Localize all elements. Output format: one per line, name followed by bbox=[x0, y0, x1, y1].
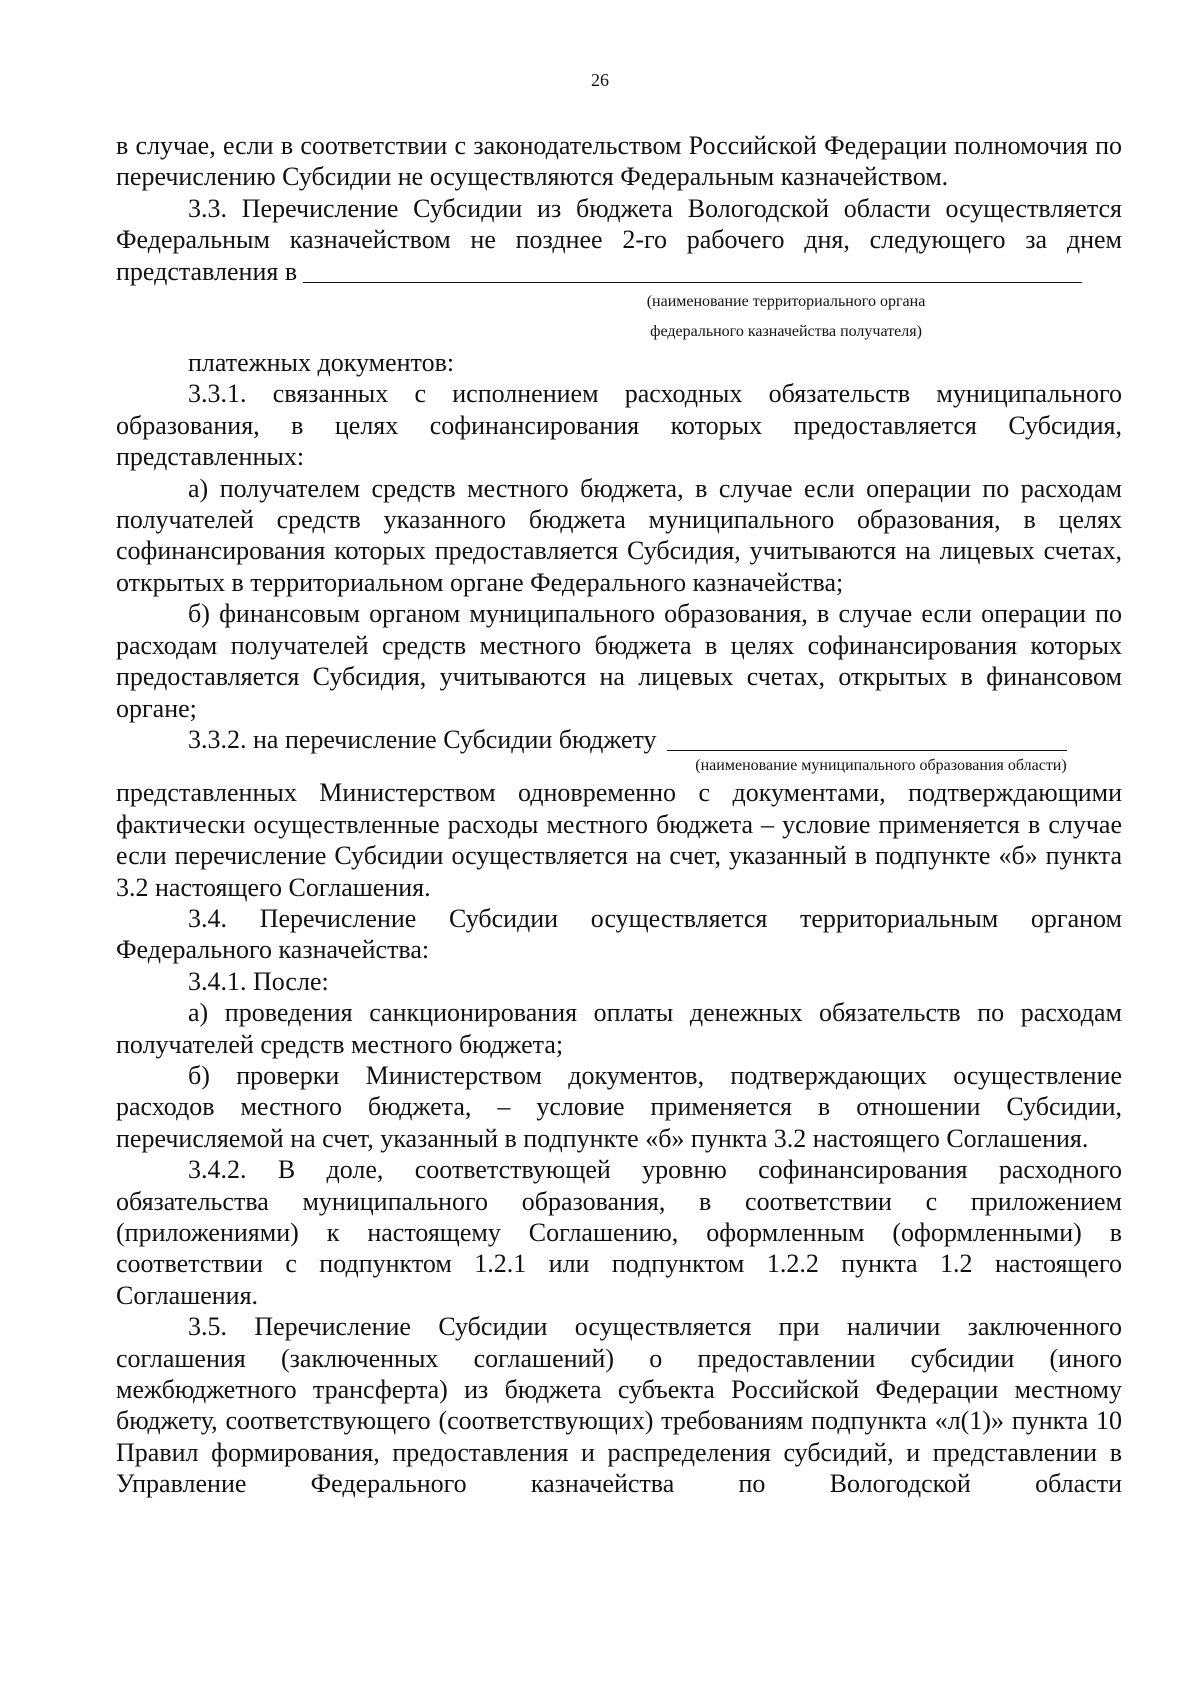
blank-line bbox=[303, 258, 1082, 283]
paragraph-3-3-tail: представления в bbox=[116, 256, 298, 286]
paragraph-3-3-1-b: б) финансовым органом муниципального образования, в случае если операции по расходам получателей средств местного бюджета в целях софинансирования которых предоставляется Субсидия, учитываются на лицевых счетах, открытых в финансовом органе; bbox=[116, 599, 1122, 723]
paragraph-3-4-1-a: а) проведения санкционирования оплаты денежных обязательств по расходам получателей средств местного бюджета; bbox=[116, 998, 1122, 1059]
paragraph-3-4-2: 3.4.2. В доле, соответствующей уровню софинансирования расходного обязательства муниципального образования, в соответствии с приложением (приложениями) к настоящему Соглашению, оформленным (оформленными) в соответствии с подпунктом 1.2.1 или подпунктом 1.2.2 пункта 1.2 настоящего Соглашения. bbox=[116, 1155, 1122, 1310]
paragraph-3-4-1-b: б) проверки Министерством документов, подтверждающих осуществление расходов местного бюджета, – условие применяется в отношении Субсидии, перечисляемой на счет, указанный в подпункте «б» пункта 3.2 настоящего Соглашения. bbox=[116, 1060, 1122, 1153]
page-number: 26 bbox=[591, 70, 609, 90]
paragraph-3-3-1: 3.3.1. связанных с исполнением расходных обязательств муниципального образования, в целях софинансирования которых предоставляется Субсидия, представленных: bbox=[116, 379, 1122, 472]
fill-in-line-municipality bbox=[116, 724, 1122, 755]
paragraph-3-3-2: 3.3.2. на перечисление Субсидии бюджету bbox=[188, 724, 657, 754]
paragraph-continuation: в случае, если в соответствии с законодательством Российской Федерации полномочия по перечислению Субсидии не осуществляются Федеральным казначейством. bbox=[116, 131, 1122, 192]
caption-territorial-organ-2: федерального казначейства получателя) bbox=[650, 323, 922, 341]
paragraph-3-4: 3.4. Перечисление Субсидии осуществляется территориальным органом Федерального казначейства: bbox=[116, 903, 1122, 965]
document-body bbox=[116, 130, 1122, 1500]
paragraph-3-3-1-a: а) получателем средств местного бюджета, в случае если операции по расходам получателей средств указанного бюджета муниципального образования, в целях софинансирования которых предоставляется Субсидия, учитываются на лицевых счетах, открытых в территориальном органе Федерального казначейства; bbox=[116, 473, 1122, 597]
caption-territorial-organ-1: (наименование территориального органа bbox=[646, 293, 926, 311]
blank-line bbox=[667, 726, 1067, 751]
paragraph-3-3-2-cont: представленных Министерством одновременно с документами, подтверждающими фактически осуществленные расходы местного бюджета – условие применяется в случае если перечисление Субсидии осуществляется на счет, указанный в подпункте «б» пункта 3.2 настоящего Соглашения. bbox=[116, 778, 1122, 902]
caption-municipality: (наименование муниципального образования области) bbox=[695, 757, 1067, 775]
paragraph-3-3: 3.3. Перечисление Субсидии из бюджета Вологодской области осуществляется Федеральным казначейством не позднее 2-го рабочего дня, следующего за днем bbox=[116, 193, 1122, 255]
fill-in-line-territorial-organ bbox=[116, 256, 1082, 287]
paragraph-payment-docs: платежных документов: bbox=[188, 348, 455, 378]
paragraph-3-5: 3.5. Перечисление Субсидии осуществляется при наличии заключенного соглашения (заключенных соглашений) о предоставлении субсидии (иного межбюджетного трансферта) из бюджета субъекта Российской Федерации местному бюджету, соответствующего (соответствующих) требованиям подпункта «л(1)» пункта 10 Правил формирования, предоставления и распределения субсидий, и представлении в Управление Федерального казначейства по Вологодской области bbox=[116, 1312, 1122, 1499]
paragraph-3-4-1: 3.4.1. После: bbox=[188, 966, 329, 996]
